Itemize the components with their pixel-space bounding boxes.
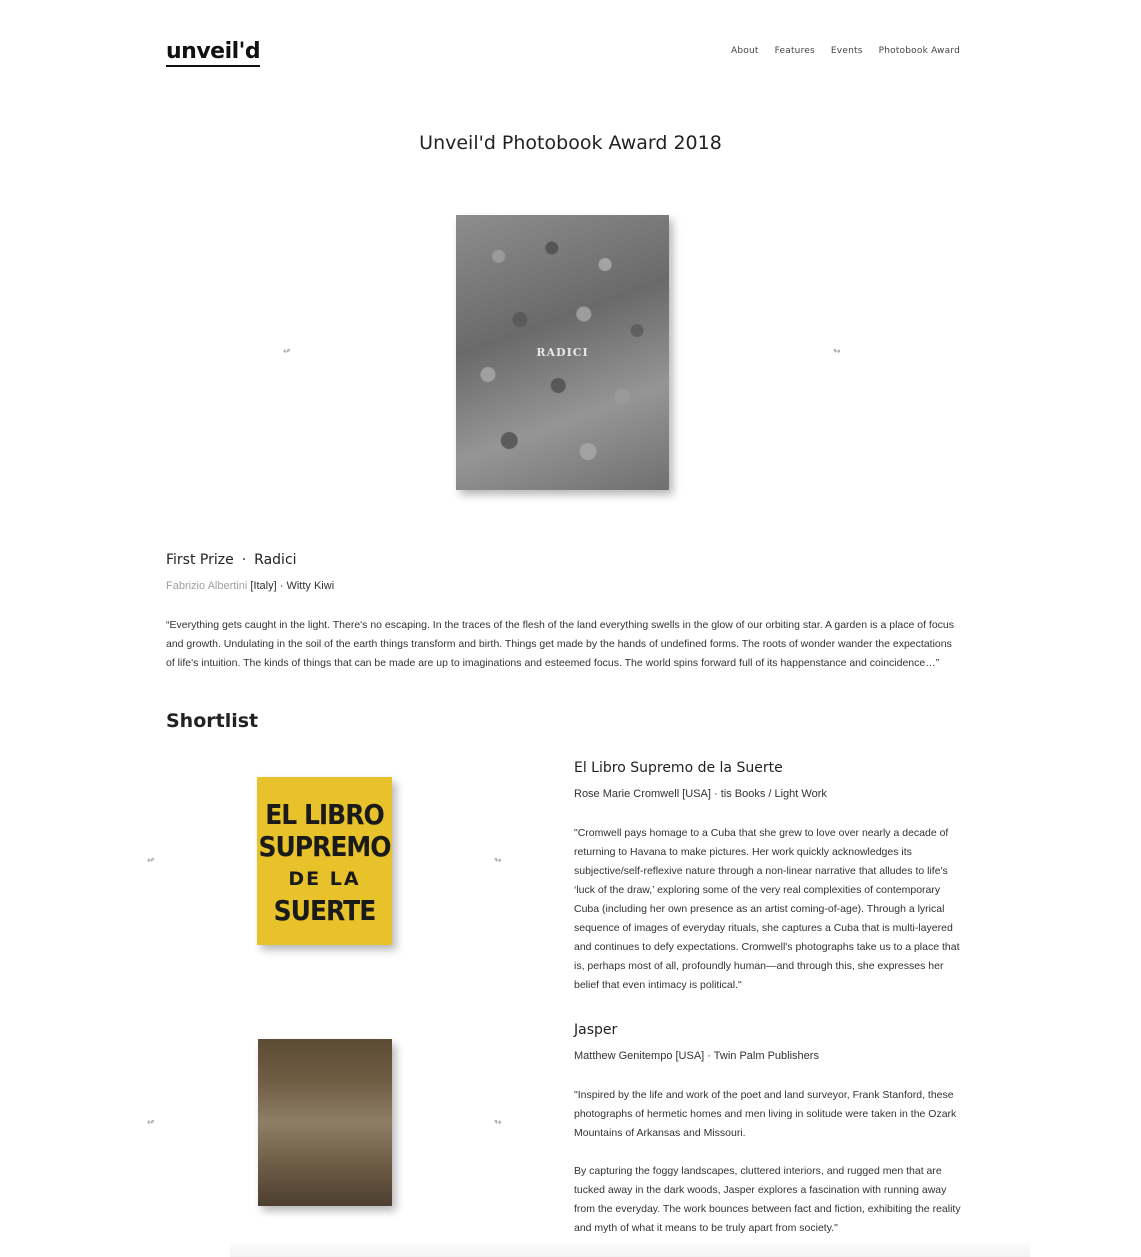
jasper-cover-image[interactable]	[258, 1039, 392, 1206]
jasper-paragraph: By capturing the foggy landscapes, cluttered interiors, and rugged men that are tucked away in the dark woods, Jasper explores a fascination with running away from the everyday. The work bounces between fact and fiction, exhibiting the reality and myth of what it means to be truly apart from society."	[574, 1165, 961, 1234]
libro-paragraph: "Cromwell pays homage to a Cuba that she grew to love over nearly a decade of returning to Havana to make pictures. Her work quickly acknowledges its subjective/self-reflexive nature through a non-linear narrative that alludes to life's ‘luck of the draw,’ exploring some of the very real complexities of contemporary Cuba (including her own presence as an artist coming-of-age). Through a lyrical sequence of images of everyday rituals, she captures a Cuba that is multi-layered and continues to defy expectations. Cromwell's photographs take us to a place that is, perhaps most of all, profoundly human—and through this, she expresses her belief that even intimacy is political."	[574, 827, 960, 991]
libro-cover-text	[257, 799, 392, 927]
libro-supremo-cover-image[interactable]	[257, 777, 392, 945]
nav-features[interactable]: Features	[774, 46, 815, 56]
next-arrow-icon[interactable]: ↬	[494, 1118, 502, 1128]
nav-photobook-award[interactable]: Photobook Award	[878, 46, 960, 56]
libro-cover-line: SUPREMO	[258, 830, 391, 863]
prev-arrow-icon[interactable]: ↫	[147, 856, 155, 866]
next-arrow-icon[interactable]: ↬	[494, 856, 502, 866]
libro-cover-line: SUERTE	[273, 894, 376, 927]
winner-country: [Italy]	[250, 580, 277, 592]
next-arrow-icon[interactable]: ↬	[833, 347, 841, 357]
winner-publisher: · Witty Kiwi	[279, 580, 335, 592]
jasper-paragraph: "Inspired by the life and work of the poet and land surveyor, Frank Stanford, these photographs of hermetic homes and men living in solitude were taken in the Ozark Mountains of Arkansas and Missouri.	[574, 1089, 957, 1139]
jasper-entry-description	[574, 1086, 962, 1238]
site-logo[interactable]: unveil'd	[166, 40, 260, 67]
nav-events[interactable]: Events	[830, 46, 863, 56]
prize-book-title: Radici	[254, 552, 297, 568]
radici-cover-title: RADICI	[536, 346, 589, 359]
page-title: Unveil'd Photobook Award 2018	[419, 132, 722, 154]
first-prize-heading	[166, 552, 297, 568]
prev-arrow-icon[interactable]: ↫	[283, 347, 291, 357]
radici-cover-image[interactable]	[456, 215, 669, 490]
first-prize-quote: “Everything gets caught in the light. There's no escaping. In the traces of the flesh of the land everything swells in the glow of our orbiting star. A garden is a place of focus and growth. Undulating in the soil of the earth things transform and birth. Things get made by the hands of undefined forms. The roots of wonder wander the expectations of life's intuition. The kinds of things that can be made are up to imaginations and esteemed focus. The world spins forward full of its happenstance and coincidence…”	[166, 619, 955, 669]
libro-cover-line: EL LIBRO	[265, 798, 384, 831]
main-nav	[731, 46, 960, 56]
winner-author-link[interactable]: Fabrizio Albertini	[166, 580, 248, 592]
jasper-entry-meta: Matthew Genitempo [USA] · Twin Palm Publishers	[574, 1050, 819, 1062]
jasper-entry-title: Jasper	[574, 1022, 618, 1038]
site-header	[166, 40, 960, 70]
prize-label: First Prize	[166, 552, 234, 568]
nav-about[interactable]: About	[731, 46, 759, 56]
libro-cover-line: DE LA	[288, 868, 361, 890]
libro-entry-meta: Rose Marie Cromwell [USA] · tis Books / Light Work	[574, 788, 827, 800]
shortlist-heading: Shortlist	[166, 710, 259, 732]
libro-entry-title: El Libro Supremo de la Suerte	[574, 760, 783, 776]
libro-entry-description	[574, 824, 962, 995]
scroll-shadow	[230, 1240, 1030, 1257]
prize-separator: ·	[241, 552, 247, 568]
first-prize-meta	[166, 580, 334, 592]
prev-arrow-icon[interactable]: ↫	[147, 1118, 155, 1128]
